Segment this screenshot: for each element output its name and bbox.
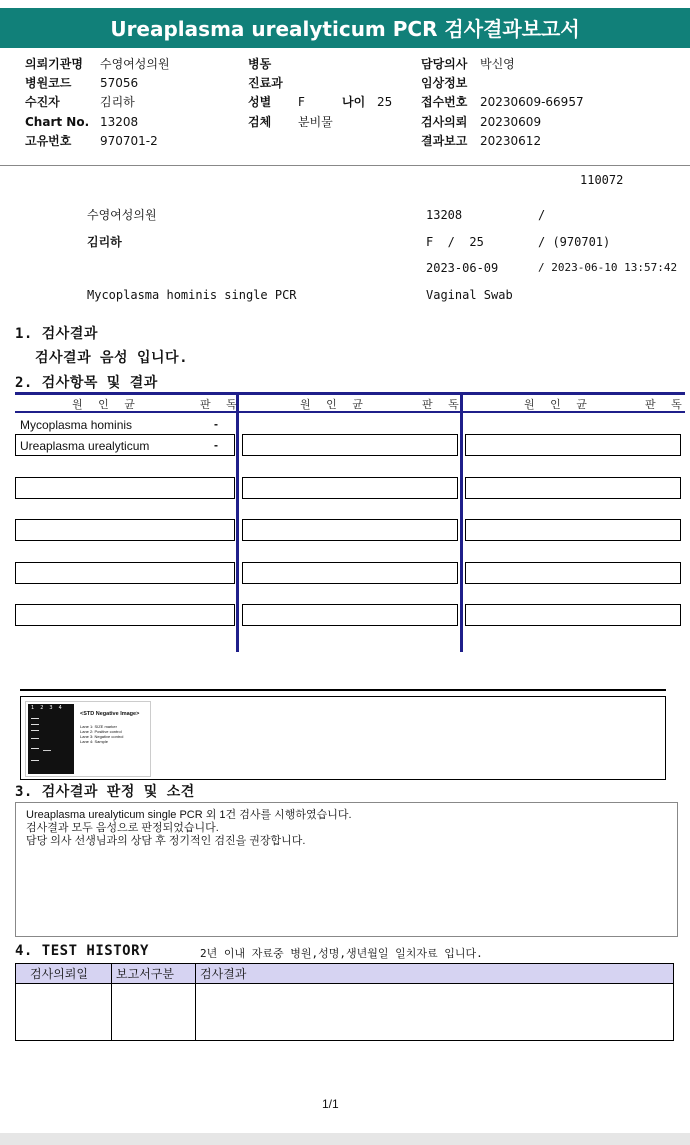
comment-line: 담당 의사 선생님과의 상담 후 정기적인 검진을 권장합니다. <box>26 835 306 847</box>
result-cell <box>242 562 458 584</box>
footer-bar <box>0 1133 690 1145</box>
header-divider <box>0 165 690 166</box>
col-header-result-2: 판 독 <box>422 398 465 411</box>
section-4-title: 4. TEST HISTORY <box>15 943 149 959</box>
col-header-result-3: 판 독 <box>645 398 688 411</box>
summary-patient: 김리하 <box>87 235 122 249</box>
lane-number: 3 <box>49 705 59 711</box>
result-cell <box>465 477 681 499</box>
history-col-request-date: 검사의뢰일 <box>16 964 112 983</box>
label-ward: 병동 <box>248 57 272 71</box>
result-cell <box>242 434 458 456</box>
table-divider-1 <box>236 392 239 652</box>
gel-image <box>25 701 151 777</box>
table-divider-2 <box>460 392 463 652</box>
label-sex: 성별 <box>248 95 272 109</box>
lane-number: 4 <box>58 705 68 711</box>
section-1-result: 검사결과 음성 입니다. <box>35 350 189 366</box>
label-age: 나이 <box>342 95 366 109</box>
summary-clinic: 수영여성의원 <box>87 208 157 222</box>
result-cell <box>15 604 235 626</box>
pathogen-result-1: - <box>214 417 218 431</box>
section-3-title: 3. 검사결과 판정 및 소견 <box>15 784 195 800</box>
lane-number: 2 <box>40 705 50 711</box>
result-cell <box>465 604 681 626</box>
result-cell <box>15 562 235 584</box>
result-table <box>0 392 690 654</box>
col-header-result-1: 판 독 <box>200 398 243 411</box>
summary-request-date: 2023-06-09 <box>426 261 499 275</box>
result-cell <box>465 519 681 541</box>
history-body-row <box>16 984 673 1040</box>
pathogen-result-2: - <box>214 438 218 452</box>
history-cell <box>16 984 112 1040</box>
value-hospital-code: 57056 <box>100 76 139 90</box>
summary-birth: / (970701) <box>538 235 611 249</box>
col-header-pathogen-1: 원 인 균 <box>72 398 141 411</box>
pathogen-name-1: Mycoplasma hominis <box>20 418 133 432</box>
gel-image-panel <box>20 696 666 780</box>
section-2-title: 2. 검사항목 및 결과 <box>15 375 158 391</box>
summary-specimen: Vaginal Swab <box>426 288 513 302</box>
label-report-date: 결과보고 <box>421 134 468 148</box>
summary-sex-age: F / 25 <box>426 235 484 249</box>
label-unique-no: 고유번호 <box>25 134 72 148</box>
value-doctor: 박신영 <box>480 57 515 71</box>
result-cell <box>242 477 458 499</box>
gel-legend-line: Lane 4: Sample <box>80 739 109 744</box>
section-1-title: 1. 검사결과 <box>15 326 98 342</box>
gel-legend-line: Lane 3: Negative control <box>80 734 124 739</box>
value-unique-no: 970701-2 <box>100 134 158 148</box>
page-number: 1/1 <box>322 1097 339 1111</box>
result-cell <box>465 562 681 584</box>
gel-legend-line: Lane 2: Positive control <box>80 729 122 734</box>
summary-separator: / <box>538 208 546 222</box>
gel-lanes <box>28 704 74 774</box>
pathogen-name-2: Ureaplasma urealyticum <box>20 439 150 453</box>
gel-caption: <STD Negative Image> <box>80 711 140 717</box>
result-cell <box>465 434 681 456</box>
value-chart-no: 13208 <box>100 115 139 129</box>
label-department: 진료과 <box>248 76 283 90</box>
col-header-pathogen-2: 원 인 균 <box>300 398 369 411</box>
result-cell <box>15 519 235 541</box>
summary-test-name: Mycoplasma hominis single PCR <box>87 288 297 302</box>
value-receipt-no: 20230609-66957 <box>480 95 584 109</box>
label-receipt-no: 접수번호 <box>421 95 468 109</box>
report-title: Ureaplasma urealyticum PCR 검사결과보고서 <box>0 8 690 48</box>
value-clinic: 수영여성의원 <box>100 57 170 71</box>
result-cell <box>242 604 458 626</box>
history-col-result: 검사결과 <box>200 967 247 981</box>
table-top-rule <box>15 392 685 395</box>
summary-code: 110072 <box>580 173 624 187</box>
gel-top-rule <box>20 689 666 691</box>
lane-number: 1 <box>31 705 41 711</box>
label-request-date: 검사의뢰 <box>421 115 468 129</box>
comment-line: 검사결과 모두 음성으로 판정되었습니다. <box>26 822 219 834</box>
col-header-pathogen-3: 원 인 균 <box>524 398 593 411</box>
history-col-report-type: 보고서구분 <box>112 964 196 983</box>
header-info <box>25 57 675 157</box>
label-clinical-info: 임상정보 <box>421 76 468 90</box>
value-request-date: 20230609 <box>480 115 542 129</box>
summary-report-datetime: / 2023-06-10 13:57:42 <box>538 261 678 274</box>
summary-chart: 13208 <box>426 208 463 222</box>
result-cell <box>15 477 235 499</box>
comment-box <box>15 802 678 937</box>
history-cell <box>196 984 673 1040</box>
history-header-row <box>16 964 673 984</box>
value-report-date: 20230612 <box>480 134 542 148</box>
result-cell <box>242 519 458 541</box>
comment-line: Ureaplasma urealyticum single PCR 외 1건 검사를 시행하였습니다. <box>26 809 352 821</box>
history-cell <box>112 984 196 1040</box>
label-doctor: 담당의사 <box>421 57 468 71</box>
label-clinic: 의뢰기관명 <box>25 57 83 71</box>
value-age: 25 <box>377 95 393 109</box>
value-patient: 김리하 <box>100 95 135 109</box>
label-hospital-code: 병원코드 <box>25 76 72 90</box>
history-note: 2년 이내 자료중 병원,성명,생년월일 일치자료 입니다. <box>200 947 483 960</box>
value-sex: F <box>298 95 305 109</box>
label-chart-no: Chart No. <box>25 115 90 129</box>
value-specimen: 분비물 <box>298 115 333 129</box>
label-patient: 수진자 <box>25 95 60 109</box>
gel-legend-line: Lane 1: SIZE marker <box>80 724 117 729</box>
label-specimen: 검체 <box>248 115 272 129</box>
history-table <box>15 963 674 1041</box>
